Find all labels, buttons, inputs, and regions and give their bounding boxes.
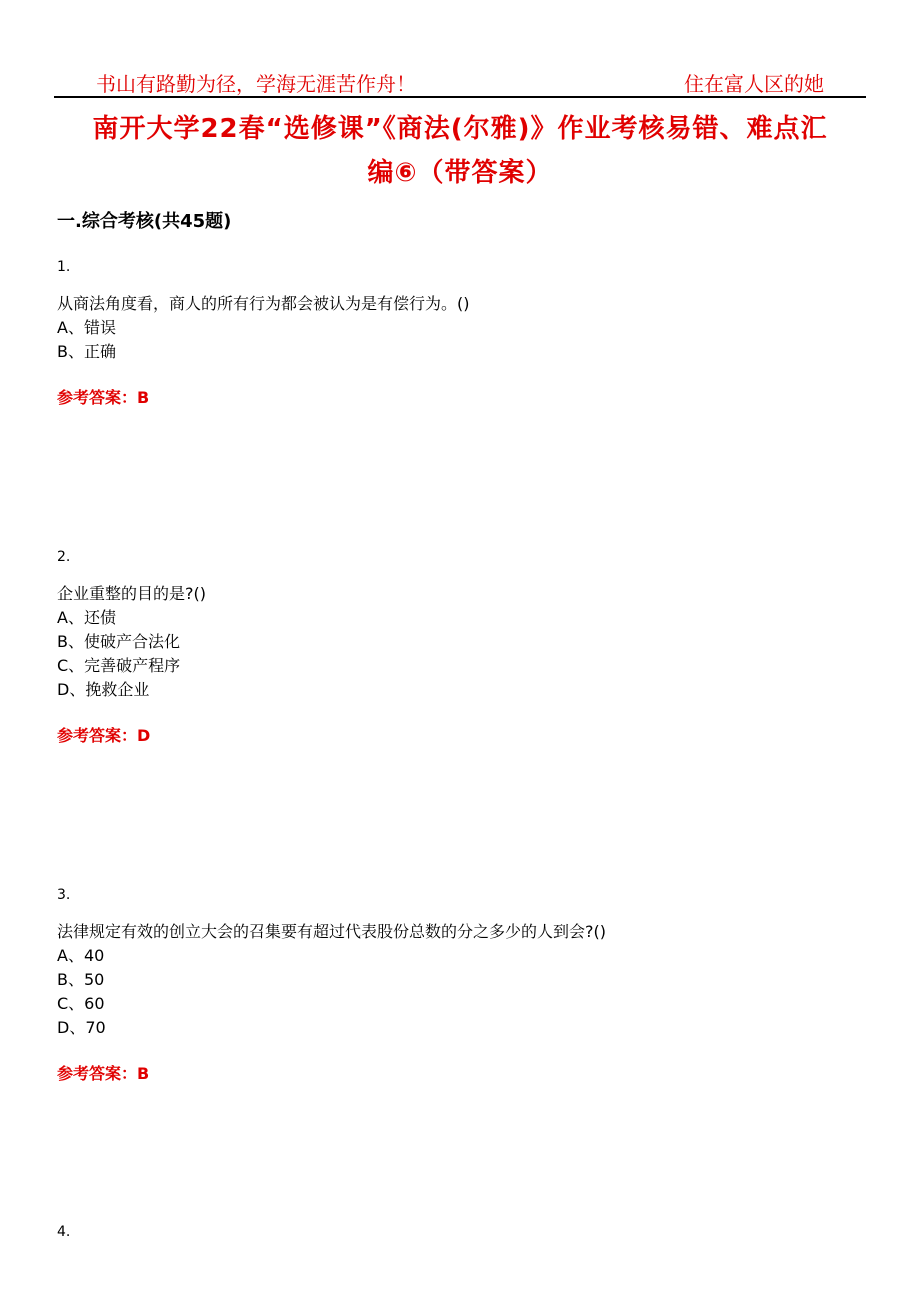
- option-c: C、60: [57, 994, 105, 1013]
- question-text: 法律规定有效的创立大会的召集要有超过代表股份总数的分之多少的人到会?(): [57, 922, 606, 941]
- header-motto: 书山有路勤为径，学海无涯苦作舟！: [96, 72, 416, 96]
- option-a: A、还债: [57, 608, 116, 627]
- document-title-line-2: 编⑥（带答案）: [367, 158, 553, 188]
- question-number: 4.: [57, 1224, 71, 1240]
- answer-label: 参考答案：D: [57, 726, 151, 745]
- question-text: 从商法角度看，商人的所有行为都会被认为是有偿行为。(): [57, 294, 470, 313]
- question-3: [57, 884, 857, 1086]
- question-number: 3.: [57, 887, 71, 903]
- question-number: 2.: [57, 549, 71, 565]
- option-d: D、挽救企业: [57, 680, 150, 699]
- question-2: [57, 546, 857, 748]
- option-b: B、50: [57, 970, 105, 989]
- option-b: B、正确: [57, 342, 116, 361]
- option-c: C、完善破产程序: [57, 656, 181, 675]
- option-d: D、70: [57, 1018, 106, 1037]
- option-a: A、错误: [57, 318, 116, 337]
- option-a: A、40: [57, 946, 105, 965]
- page-header: [54, 62, 866, 98]
- section-title: 一.综合考核(共45题): [57, 211, 232, 232]
- option-b: B、使破产合法化: [57, 632, 180, 651]
- answer-label: 参考答案：B: [57, 1064, 150, 1083]
- header-author: 住在富人区的她: [684, 72, 824, 96]
- answer-label: 参考答案：B: [57, 388, 150, 407]
- document-title-line-1: 南开大学22春“选修课”《商法(尔雅)》作业考核易错、难点汇: [92, 114, 828, 144]
- question-1: [57, 256, 857, 410]
- question-text: 企业重整的目的是?(): [57, 584, 206, 603]
- question-4: [57, 1221, 857, 1243]
- question-number: 1.: [57, 259, 71, 275]
